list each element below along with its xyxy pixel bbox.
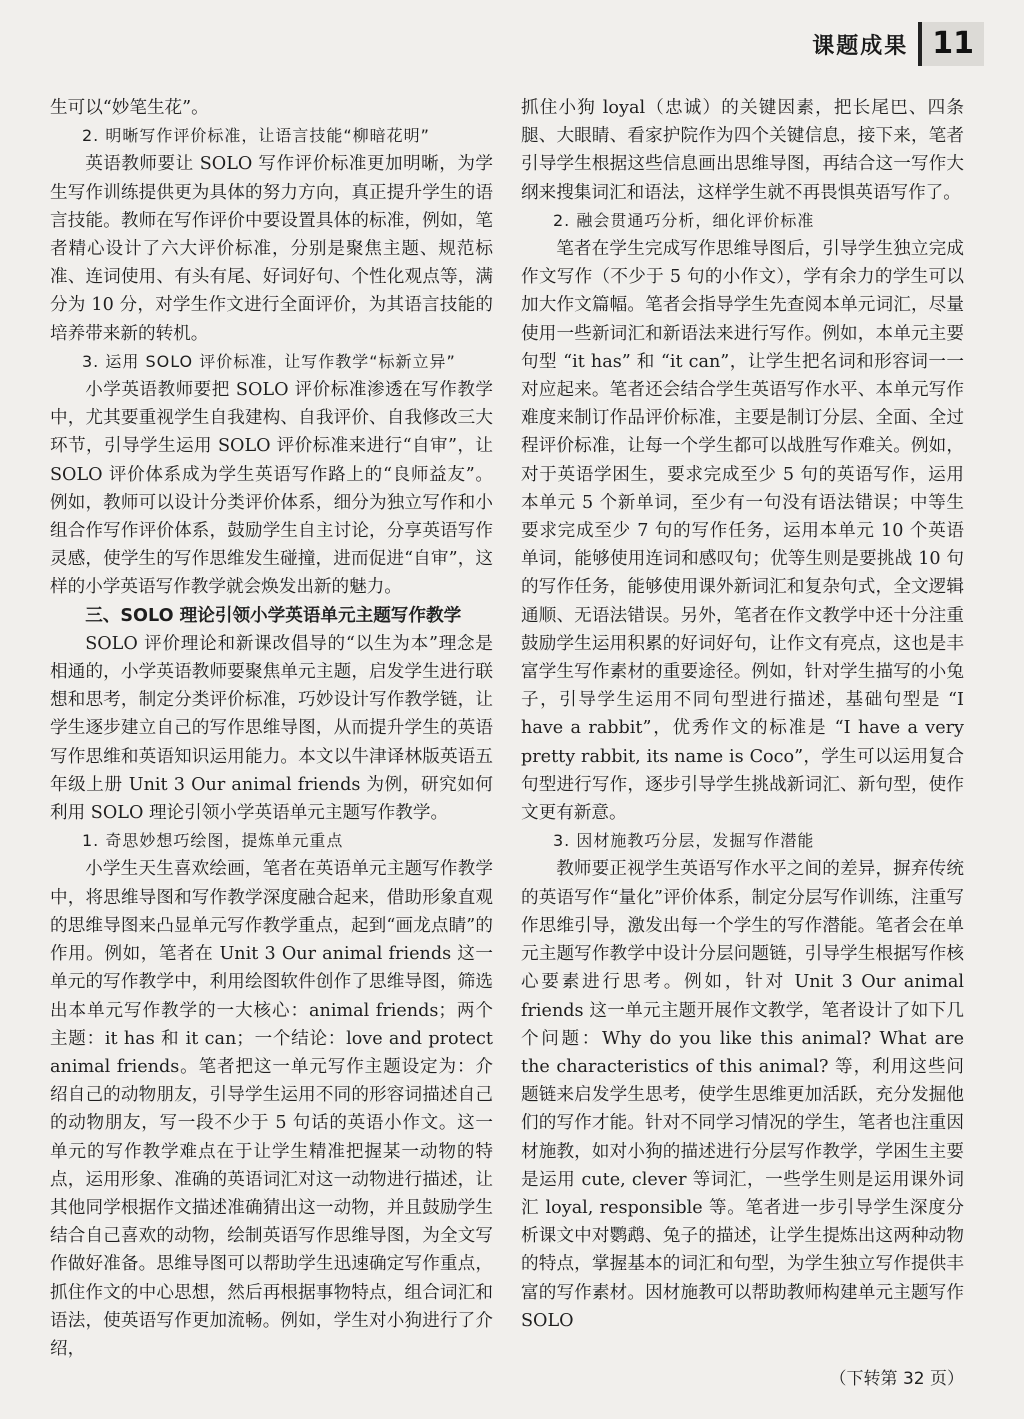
article-body (50, 94, 964, 1364)
subheading: 3. 因材施教巧分层，发掘写作潜能 (553, 831, 815, 851)
subheading: 2. 融会贯通巧分析，细化评价标准 (553, 210, 815, 230)
page-number: 11 (918, 22, 984, 66)
paragraph: 抓住小狗 loyal（忠诚）的关键因素，把长尾巴、四条腿、大眼睛、看家护院作为四个关键信息，接下来，笔者引导学生根据这些信息画出思维导图，再结合这一写作大纲来搜集词汇和语法，这样学生就不再畏惧英语写作了。 (521, 98, 964, 203)
paragraph: 笔者在学生完成写作思维导图后，引导学生独立完成作文写作（不少于 5 句的小作文），学有余力的学生可以加大作文篇幅。笔者会指导学生先查阅本单元词汇，尽量使用一些新词汇和新语法来进行写作。例如，本单元主要句型 “it has” 和 “it can”，让学生把名词和形容词一一对应起来。笔者还会结合学生英语写作水平、本单元写作难度来制订作品评价标准，主要是制订分层、全面、全过程评价标准，让每一个学生都可以战胜写作难关。例如，对于英语学困生，要求完成至少 5 句的英语写作，运用本单元 5 个新单词，至少有一句没有语法错误；中等生要求完成至少 7 句的写作任务，运用本单元 10 个英语单词，能够使用连词和感叹句；优等生则是要挑战 10 句的写作任务，能够使用课外新词汇和复杂句式，全文逻辑通顺、无语法错误。另外，笔者在作文教学中还十分注重鼓励学生运用积累的好词好句，让作文有亮点，这也是丰富学生写作素材的重要途径。例如，针对学生描写的小兔子，引导学生运用不同句型进行描述，基础句型是 “I have a rabbit”，优秀作文的标准是 “I have a very pretty rabbit, its name is Coco”，学生可以运用复合句型进行写作，逐步引导学生挑战新词汇、新句型，使作文更有新意。 (521, 239, 964, 824)
paragraph: 小学英语教师要把 SOLO 评价标准渗透在写作教学中，尤其要重视学生自我建构、自我评价、自我修改三大环节，引导学生运用 SOLO 评价标准来进行“自审”，让 SOLO 评价体系成为学生英语写作路上的“良师益友”。例如，教师可以设计分类评价体系，细分为独立写作和小组合作写作评价体系，鼓励学生自主讨论，分享英语写作灵感，使学生的写作思维发生碰撞，进而促进“自审”，这样的小学英语写作教学就会焕发出新的魅力。 (50, 380, 493, 598)
section-title: 课题成果 (812, 33, 909, 59)
paragraph: 英语教师要让 SOLO 写作评价标准更加明晰，为学生写作训练提供更为具体的努力方向，真正提升学生的语言技能。教师在写作评价中要设置具体的标准，例如，笔者精心设计了六大评价标准，分别是聚焦主题、规范标准、连词使用、有头有尾、好词好句、个性化观点等，满分为 10 分，对学生作文进行全面评价，为其语言技能的培养带来新的转机。 (50, 154, 493, 344)
page-header (812, 20, 984, 68)
paragraph: 教师要正视学生英语写作水平之间的差异，摒弃传统的英语写作“量化”评价体系，制定分层写作训练，注重写作思维引导，激发出每一个学生的写作潜能。笔者会在单元主题写作教学中设计分层问题链，引导学生根据写作核心要素进行思考。例如，针对 Unit 3 Our animal friends 这一单元主题开展作文教学，笔者设计了如下几个问题：Why do you like this animal? What are the characteristics of this animal? 等，利用这些问题链来启发学生思考，使学生思维更加活跃，充分发掘他们的写作才能。针对不同学习情况的学生，笔者也注重因材施教，如对小狗的描述进行分层写作教学，学困生主要是运用 cute, clever 等词汇，一些学生则是运用课外词汇 loyal, responsible 等。笔者进一步引导学生深度分析课文中对鹦鹉、兔子的描述，让学生提炼出这两种动物的特点，掌握基本的词汇和句型，为学生独立写作提供丰富的写作素材。因材施教可以帮助教师构建单元主题写作 SOLO (521, 859, 964, 1331)
paragraph: SOLO 评价理论和新课改倡导的“以生为本”理念是相通的，小学英语教师要聚焦单元主题，启发学生进行联想和思考，制定分类评价标准，巧妙设计写作教学链，让学生逐步建立自己的写作思维导图，从而提升学生的英语写作思维和英语知识运用能力。本文以牛津译林版英语五年级上册 Unit 3 Our animal friends 为例，研究如何利用 SOLO 理论引领小学英语单元主题写作教学。 (50, 633, 493, 824)
right-column (521, 94, 964, 1364)
left-column (50, 94, 493, 1364)
subheading: 3. 运用 SOLO 评价标准，让写作教学“标新立异” (82, 351, 456, 371)
section-heading: 三、SOLO 理论引领小学英语单元主题写作教学 (85, 605, 462, 626)
subheading: 1. 奇思妙想巧绘图，提炼单元重点 (82, 831, 344, 851)
paragraph: 小学生天生喜欢绘画，笔者在英语单元主题写作教学中，将思维导图和写作教学深度融合起来，借助形象直观的思维导图来凸显单元写作教学重点，起到“画龙点睛”的作用。例如，笔者在 Unit 3 Our animal friends 这一单元的写作教学中，利用绘图软件创作了思维导图，筛选出本单元写作教学的一大核心：animal friends；两个主题：it has 和 it can；一个结论：love and protect animal friends。笔者把这一单元写作主题设定为：介绍自己的动物朋友，引导学生运用不同的形容词描述自己的动物朋友，写一段不少于 5 句话的英语小作文。这一单元的写作教学难点在于让学生精准把握某一动物的特点，运用形象、准确的英语词汇对这一动物进行描述，让其他同学根据作文描述准确猜出这一动物，并且鼓励学生结合自己喜欢的动物，绘制英语写作思维导图，为全文写作做好准备。思维导图可以帮助学生迅速确定写作重点，抓住作文的中心思想，然后再根据事物特点，组合词汇和语法，使英语写作更加流畅。例如，学生对小狗进行了介绍， (50, 859, 493, 1359)
paragraph: 生可以“妙笔生花”。 (50, 98, 209, 118)
continued-note: （下转第 32 页） (829, 1369, 964, 1389)
subheading: 2. 明晰写作评价标准，让语言技能“柳暗花明” (82, 126, 430, 146)
